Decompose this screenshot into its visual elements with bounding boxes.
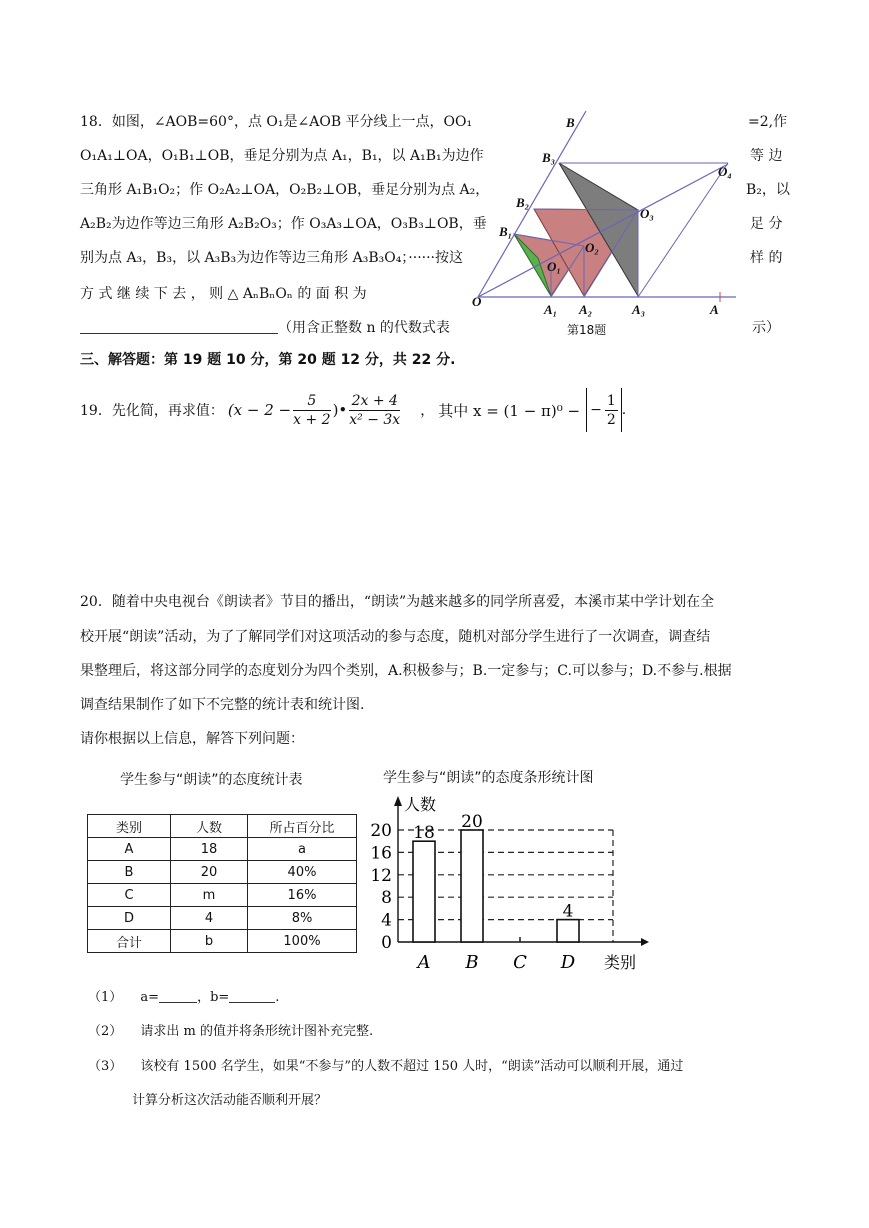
- q19-fraction-3: [605, 392, 618, 429]
- answer-blank-a[interactable]: [159, 988, 197, 1003]
- answer-blank-18[interactable]: [80, 319, 278, 334]
- q20-p4: 调查结果制作了如下不完整的统计表和统计图.: [80, 697, 365, 713]
- bar-data-label: 20: [461, 812, 483, 832]
- q20-p1: 20．随着中央电视台《朗读者》节目的播出，“朗读”为越来越多的同学所喜爱，本溪市某中学计划在全: [80, 594, 715, 610]
- q19-f2-num: 2x + 4: [349, 392, 400, 411]
- y-axis-label: 人数: [404, 795, 437, 814]
- sub3-num: （3）: [88, 1059, 123, 1074]
- sub2-text: 请求出 m 的值并将条形统计图补充完整.: [140, 1024, 374, 1039]
- label-A1: A₁: [544, 302, 558, 317]
- table-cell: 20: [171, 861, 248, 884]
- table-cell: m: [171, 884, 248, 907]
- table-row: [88, 930, 357, 953]
- label-A: A: [710, 302, 719, 317]
- attitude-table: [87, 814, 357, 953]
- q18-line4-right: 足 分: [750, 216, 783, 232]
- q19-end: .: [621, 402, 627, 418]
- label-A2: A₂: [579, 302, 593, 317]
- label-B2: B₂: [516, 195, 530, 210]
- label-O1: O₁: [547, 259, 561, 274]
- y-tick-label: 20: [370, 821, 392, 841]
- table-header: 人数: [171, 815, 248, 838]
- table-header: 所占百分比: [248, 815, 357, 838]
- y-tick-label: 4: [381, 910, 392, 931]
- label-O4: O₄: [718, 164, 732, 179]
- bar-data-label: 18: [413, 823, 435, 844]
- table-row: [88, 861, 357, 884]
- chart-title: 学生参与“朗读”的态度条形统计图: [383, 770, 594, 786]
- table-row: [88, 884, 357, 907]
- bar-chart: [366, 790, 666, 980]
- q20-p5: 请你根据以上信息，解答下列问题：: [80, 731, 304, 747]
- q20-sub3-cont: 计算分析这次活动能否顺利开展？: [132, 1093, 328, 1108]
- table-cell: 4: [171, 907, 248, 930]
- q19: [80, 385, 626, 435]
- sub3-text: 该校有 1500 名学生，如果“不参与”的人数不超过 150 人时，“朗读”活动可以顺利开展，通过: [140, 1059, 684, 1074]
- table-cell: 8%: [248, 907, 357, 930]
- table-cell: b: [171, 930, 248, 953]
- x-axis-label: 类别: [604, 953, 637, 972]
- bar-B: [461, 830, 483, 942]
- sub1-a-label: a=: [140, 990, 160, 1005]
- table-header-row: [88, 815, 357, 838]
- q18-line1-right: =2,作: [748, 114, 788, 130]
- table-title: 学生参与“朗读”的态度统计表: [120, 772, 303, 788]
- table-cell: 16%: [248, 884, 357, 907]
- label-B1: B₁: [499, 224, 513, 239]
- q19-f3-num: 1: [606, 392, 616, 409]
- q18-figure: [466, 106, 746, 346]
- q19-prefix: 19．先化简，再求值：: [80, 403, 224, 419]
- y-tick-label: 16: [370, 843, 392, 864]
- y-axis-arrow: [394, 796, 402, 806]
- answer-blank-b[interactable]: [229, 988, 275, 1003]
- q18-line3: 三角形 A₁B₁O₂；作 O₂A₂⊥OA，O₂B₂⊥OB，垂足分别为点 A₂，: [80, 182, 490, 198]
- label-B: B: [566, 115, 575, 130]
- y-tick-label: 12: [370, 865, 392, 886]
- q18-line7-text: （用含正整数 n 的代数式表: [278, 320, 450, 336]
- q18-line2-right: 等 边: [750, 148, 783, 164]
- table-header: 类别: [88, 815, 171, 838]
- table-cell: A: [88, 838, 171, 861]
- q18-line4: A₂B₂为边作等边三角形 A₂B₂O₃；作 O₃A₃⊥OA，O₃B₃⊥OB，垂: [80, 216, 487, 232]
- bar-A: [413, 841, 435, 942]
- q19-f1-den: x + 2: [293, 411, 331, 428]
- bar-data-label: 4: [562, 901, 574, 922]
- q18-line3-right: B₂，以: [746, 182, 790, 198]
- table-cell: 合计: [88, 930, 171, 953]
- q20-sub1: [88, 987, 279, 1009]
- q19-expr-open: (x − 2 −: [227, 401, 292, 419]
- table-cell: a: [248, 838, 357, 861]
- q19-expr-close: )•: [332, 401, 348, 419]
- table-cell: D: [88, 907, 171, 930]
- q18-line5: 别为点 A₃，B₃，以 A₃B₃为边作等边三角形 A₃B₃O₄；······按这: [80, 250, 464, 266]
- sub1-num: （1）: [88, 990, 123, 1005]
- q18-line2: O₁A₁⊥OA，O₁B₁⊥OB，垂足分别为点 A₁，B₁，以 A₁B₁为边作: [80, 148, 484, 164]
- y-tick-label: 0: [381, 933, 392, 953]
- q20-p3: 果整理后，将这部分同学的态度划分为四个类别，A.积极参与；B.一定参与；C.可以参与；D.不参与.根据: [80, 663, 732, 679]
- q18-line7-right: 示）: [752, 320, 780, 336]
- x-tick-label: A: [417, 952, 431, 973]
- sub1-end: .: [275, 990, 280, 1005]
- label-B3: B₃: [542, 150, 556, 165]
- x-tick-label: C: [513, 952, 527, 973]
- label-O: O: [472, 294, 482, 309]
- table-row: [88, 838, 357, 861]
- x-tick-label: D: [560, 952, 576, 973]
- x-tick-label: B: [465, 952, 479, 973]
- label-O2: O₂: [585, 240, 599, 255]
- q19-where: 其中 x = (1 − π)⁰ −: [438, 401, 581, 420]
- table-row: [88, 907, 357, 930]
- q19-fraction-1: [293, 392, 330, 429]
- table-cell: B: [88, 861, 171, 884]
- table-cell: 18: [171, 838, 248, 861]
- figure-caption: 第18题: [567, 323, 607, 337]
- table-cell: 40%: [248, 861, 357, 884]
- q19-f3-den: 2: [606, 411, 616, 428]
- table-cell: C: [88, 884, 171, 907]
- sub2-num: （2）: [88, 1024, 123, 1039]
- q18-line6: 方 式 继 续 下 去 ， 则 △ AₙBₙOₙ 的 面 积 为: [80, 286, 367, 302]
- label-O3: O₃: [640, 206, 654, 221]
- label-A3: A₃: [632, 302, 646, 317]
- q18-line5-right: 样 的: [750, 250, 783, 266]
- q18-line1: 18．如图，∠AOB=60°，点 O₁是∠AOB 平分线上一点，OO₁: [80, 114, 473, 130]
- q19-abs-prefix: −: [590, 402, 602, 418]
- sub1-b-label: ，b=: [197, 990, 230, 1005]
- q19-f1-num: 5: [293, 392, 330, 411]
- q18-line7: [80, 317, 450, 339]
- section3-heading: 三、解答题：第 19 题 10 分，第 20 题 12 分，共 22 分.: [80, 352, 456, 368]
- q19-comma: ，: [420, 403, 435, 419]
- q20-sub3: [88, 1056, 683, 1078]
- table-cell: 100%: [248, 930, 357, 953]
- q19-fraction-2: [349, 392, 400, 429]
- q20-sub2: [88, 1021, 373, 1043]
- q20-p2: 校开展“朗读”活动，为了了解同学们对这项活动的参与态度，随机对部分学生进行了一次调查，调查结: [80, 629, 711, 645]
- q19-f2-den: x² − 3x: [349, 411, 401, 428]
- y-tick-label: 8: [381, 888, 392, 909]
- x-axis-arrow: [641, 938, 649, 946]
- q19-abs: [586, 388, 622, 432]
- bar-D: [557, 920, 579, 942]
